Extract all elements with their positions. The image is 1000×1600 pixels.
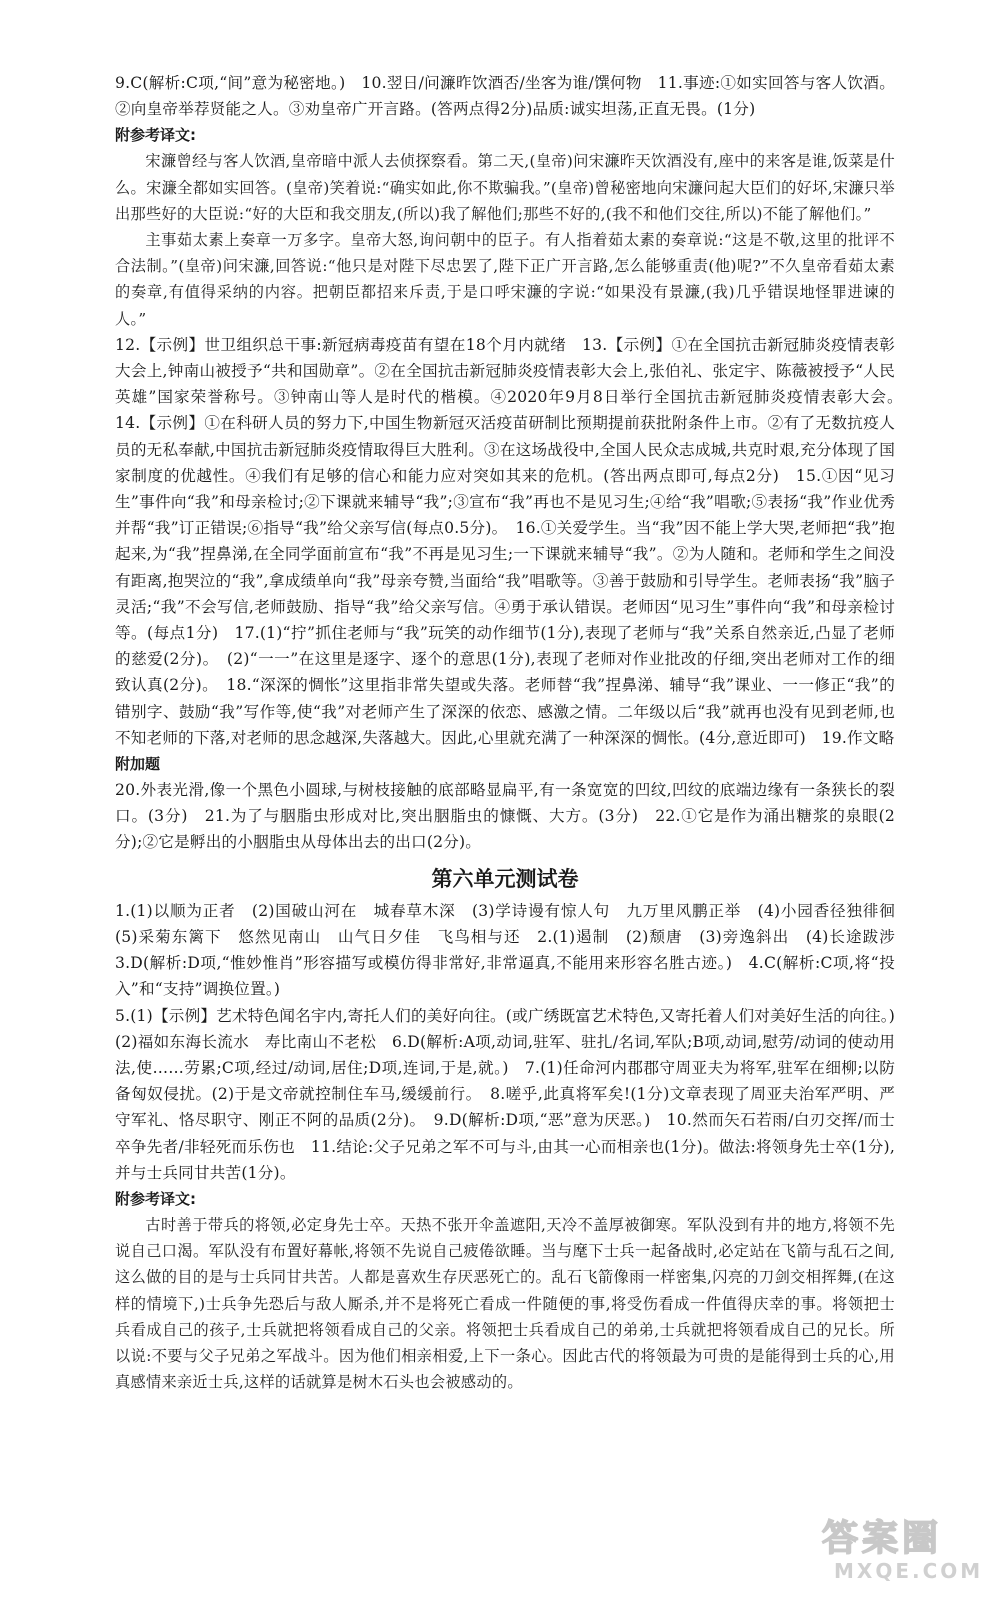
answers-20-22: 20.外表光滑,像一个黑色小圆球,与树枝接触的底部略显扁平,有一条宽宽的凹纹,凹纹的底端边缘有一条狭长的裂口。(3分) 21.为了与胭脂虫形成对比,突出胭脂虫的慷慨、大方。(3分) 22.①它是作为涌出糖浆的泉眼(2分);②它是孵出的小胭脂虫从母体出去的出口(2分)。 xyxy=(115,781,895,852)
translation-heading-1: 附参考译文: xyxy=(115,126,196,145)
answer-page xyxy=(115,70,911,1395)
watermark-graphic xyxy=(820,1508,990,1586)
watermark-logo xyxy=(820,1508,990,1586)
translation-paragraph-1: 宋濂曾经与客人饮酒,皇帝暗中派人去侦探察看。第二天,(皇帝)问宋濂昨天饮酒没有,座中的来客是谁,饭菜是什么。宋濂全都如实回答。(皇帝)笑着说:“确实如此,你不欺骗我。”(皇帝)曾秘密地向宋濂问起大臣们的好坏,宋濂只举出那些好的大臣说:“好的大臣和我交朋友,(所以)我了解他们;那些不好的,(我不和他们交往,所以)不能了解他们。” xyxy=(115,152,895,223)
answers-9-11: 9.C(解析:C项,“间”意为秘密地。) 10.翌日/问濂昨饮酒否/坐客为谁/馔何物 11.事迹:①如实回答与客人饮酒。②向皇帝举荐贤能之人。③劝皇帝广开言路。(答两点得2分)品质:诚实坦荡,正直无畏。(1分) xyxy=(115,74,895,119)
translation-paragraph-2: 主事茹太素上奏章一万多字。皇帝大怒,询问朝中的臣子。有人指着茹太素的奏章说:“这是不敬,这里的批评不合法制。”(皇帝)问宋濂,回答说:“他只是对陛下尽忠罢了,陛下正广开言路,怎么能够重责(他)呢?”不久皇帝看茹太素的奏章,有值得采纳的内容。把朝臣都招来斥责,于是口呼宋濂的字说:“如果没有景濂,(我)几乎错误地怪罪进谏的人。” xyxy=(115,231,895,328)
bonus-heading: 附加题 xyxy=(115,755,161,774)
translation-paragraph-3: 古时善于带兵的将领,必定身先士卒。天热不张开伞盖遮阳,天冷不盖厚被御寒。军队没到有井的地方,将领不先说自己口渴。军队没有布置好幕帐,将领不先说自己疲倦欲睡。当与麾下士兵一起备战时,必定站在飞箭与乱石之间,这么做的目的是与士兵同甘共苦。人都是喜欢生存厌恶死亡的。乱石飞箭像雨一样密集,闪亮的刀剑交相挥舞,(在这样的情境下,)士兵争先恐后与敌人厮杀,并不是将死亡看成一件随便的事,将受伤看成一件值得庆幸的事。将领把士兵看成自己的孩子,士兵就把将领看成自己的父亲。将领把士兵看成自己的弟弟,士兵就把将领看成自己的兄长。所以说:不要与父子兄弟之军战斗。因为他们相亲相爱,上下一条心。因此古代的将领最为可贵的是能得到士兵的心,用真感情来亲近士兵,这样的话就算是树木石头也会被感动的。 xyxy=(115,1215,895,1392)
unit-six-answers-1-4: 1.(1)以顺为正者 (2)国破山河在 城春草木深 (3)学诗谩有惊人句 九万里风鹏正举 (4)小园香径独徘徊 (5)采菊东篱下 悠然见南山 山气日夕佳 飞鸟相与还 2.(1)遏制 (2)颓唐 (3)旁逸斜出 (4)长途跋涉 3.D(解析:D项,“惟妙惟肖”形容描写或模仿得非常好,非常逼真,不能用来形容名胜古迹。) 4.C(解析:C项,将“投入”和“支持”调换位置。) xyxy=(115,901,911,999)
translation-heading-2: 附参考译文: xyxy=(115,1189,196,1208)
unit-six-title: 第六单元测试卷 xyxy=(431,866,579,891)
unit-six-answers-5-11: 5.(1)【示例】艺术特色闻名宇内,寄托人们的美好向往。(或广绣既富艺术特色,又寄托着人们对美好生活的向往。) (2)福如东海长流水 寿比南山不老松 6.D(解析:A项,动词,驻军、驻扎/名词,军队;B项,动词,慰劳/动词的使动用法,使……劳累;C项,经过/动词,居住;D项,连词,于是,就。) 7.(1)任命河内郡郡守周亚夫为将军,驻军在细柳;以防备匈奴侵扰。(2)于是文帝就控制住车马,缓缓前行。 8.嗟乎,此真将军矣!(1分)文章表现了周亚夫治军严明、严守军礼、恪尽职守、刚正不阿的品质(2分)。 9.D(解析:D项,“恶”意为厌恶。) 10.然而矢石若雨/白刃交挥/而士卒争先者/非轻死而乐伤也 11.结论:父子兄弟之军不可与斗,由其一心而相亲也(1分)。做法:将领身先士卒(1分),并与士兵同甘共苦(1分)。 xyxy=(115,1006,911,1182)
watermark-title: 答案圈 xyxy=(822,1518,943,1559)
answers-12-19: 12.【示例】世卫组织总干事:新冠病毒疫苗有望在18个月内就绪 13.【示例】①在全国抗击新冠肺炎疫情表彰大会上,钟南山被授予“共和国勋章”。②在全国抗击新冠肺炎疫情表彰大会上,张伯礼、张定宇、陈薇被授予“人民英雄”国家荣誉称号。③钟南山等人是时代的楷模。④2020年9月8日举行全国抗击新冠肺炎疫情表彰大会。 14.【示例】①在科研人员的努力下,中国生物新冠灭活疫苗研制比预期提前获批附条件上市。②有了无数抗疫人员的无私奉献,中国抗击新冠肺炎疫情取得巨大胜利。③在这场战役中,全国人民众志成城,共克时艰,充分体现了国家制度的优越性。④我们有足够的信心和能力应对突如其来的危机。(答出两点即可,每点2分) 15.①因“见习生”事件向“我”和母亲检讨;②下课就来辅导“我”;③宣布“我”再也不是见习生;④给“我”唱歌;⑤表扬“我”作业优秀并帮“我”订正错误;⑥指导“我”给父亲写信(每点0.5分)。 16.①关爱学生。当“我”因不能上学大哭,老师把“我”抱起来,为“我”捏鼻涕,在全同学面前宣布“我”不再是见习生;一下课就来辅导“我”。②为人随和。老师和学生之间没有距离,抱哭泣的“我”,拿成绩单向“我”母亲夸赞,当面给“我”唱歌等。③善于鼓励和引导学生。老师表扬“我”脑子灵活;“我”不会写信,老师鼓励、指导“我”给父亲写信。④勇于承认错误。老师因“见习生”事件向“我”和母亲检讨等。(每点1分) 17.(1)“拧”抓住老师与“我”玩笑的动作细节(1分),表现了老师与“我”关系自然亲近,凸显了老师的慈爱(2分)。 (2)“一一”在这里是逐字、逐个的意思(1分),表现了老师对作业批改的仔细,突出老师对工作的细致认真(2分)。 18.“深深的惆怅”这里指非常失望或失落。老师替“我”捏鼻涕、辅导“我”课业、一一修正“我”的错别字、鼓励“我”写作等,使“我”对老师产生了深深的依恋、感激之情。二年级以后“我”就再也没有见到老师,也不知老师的下落,对老师的思念越深,失落越大。因此,心里就充满了一种深深的惆怅。(4分,意近即可) 19.作文略 xyxy=(115,335,911,747)
watermark-url: MXQE.COM xyxy=(834,1559,984,1583)
